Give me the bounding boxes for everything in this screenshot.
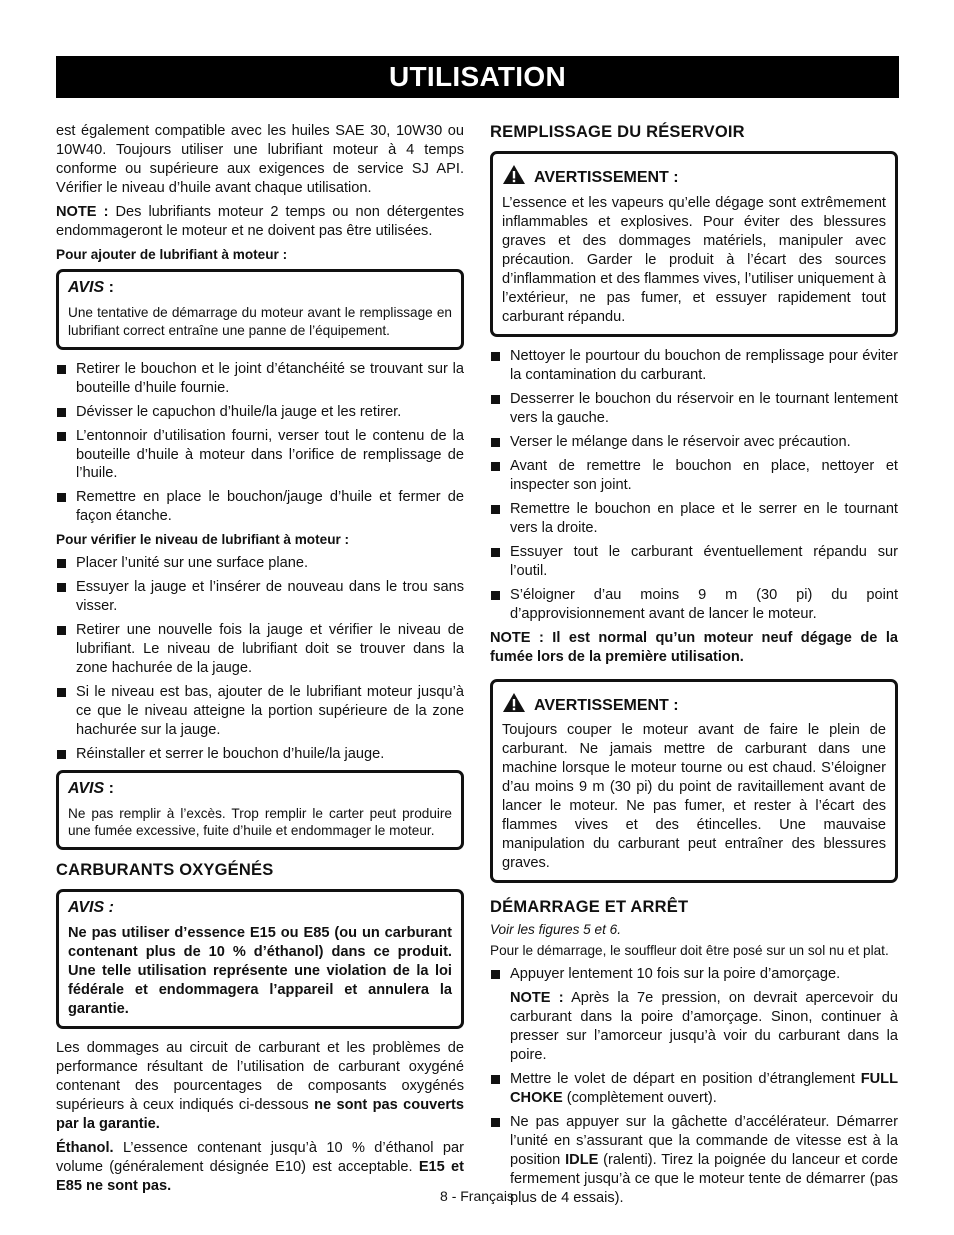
avis-title: AVIS : bbox=[68, 899, 114, 917]
list-item: Remettre en place le bouchon/jauge d’huile et fermer de façon étanche. bbox=[56, 488, 464, 526]
warning-triangle-icon bbox=[502, 164, 526, 185]
add-oil-heading: Pour ajouter de lubrifiant à moteur : bbox=[56, 246, 288, 262]
oil-intro-paragraph: est également compatible avec les huiles SAE 30, 10W30 ou 10W40. Toujours utiliser une lubrifiant moteur à 4 temps conforme ou supérieure aux exigences de service SJ API. Vérifier le niveau d’huile avant chaque utilisation. bbox=[56, 123, 464, 196]
warning-title: AVERTISSEMENT : bbox=[502, 692, 886, 717]
primer-note: NOTE : Après la 7e pression, on devrait apercevoir du carburant dans la poire d’amorçage. Sinon, continuer à presser sur l’amorceur jusqu’à voir du carburant dans la poire. bbox=[510, 989, 898, 1063]
list-item: Desserrer le bouchon du réservoir en le tournant lentement vers la gauche. bbox=[490, 390, 898, 428]
avis-text: Ne pas utiliser d’essence E15 ou E85 (ou un carburant contenant plus de 10 % d’éthanol) dans ce produit. Une telle utilisation représente une violation de la loi fédérale et endommagera l’appareil et annulera la garantie. bbox=[68, 925, 452, 1017]
left-column bbox=[56, 122, 464, 1201]
fuel-damage-paragraph: Les dommages au circuit de carburant et les problèmes de performance résultant de l’utilisation de carburant oxygéné contenant des pourcentages de composants oxygénés supérieurs à ceux indiqués ci-dessous ne sont pas couverts par la garantie. bbox=[56, 1039, 464, 1132]
tank-filling-steps bbox=[490, 347, 898, 624]
list-item: Placer l’unité sur une surface plane. bbox=[56, 554, 464, 573]
warning-title: AVERTISSEMENT : bbox=[502, 164, 886, 189]
figure-reference: Voir les figures 5 et 6. bbox=[490, 921, 621, 937]
avis-text: Une tentative de démarrage du moteur avant le remplissage en lubrifiant correct entraîne une panne de l’équipement. bbox=[68, 305, 452, 338]
ethanol-paragraph: Éthanol. L’essence contenant jusqu’à 10 % d’éthanol par volume (généralement désignée E10) est acceptable. E15 et E85 ne sont pas. bbox=[56, 1139, 465, 1194]
check-oil-steps bbox=[56, 554, 464, 764]
page-footer: 8 - Français bbox=[440, 1188, 514, 1204]
list-item: Si le niveau est bas, ajouter de le lubrifiant moteur jusqu’à ce que le niveau atteigne la portion supérieure de la zone hachurée sur la jauge. bbox=[56, 683, 464, 740]
list-item: Appuyer lentement 10 fois sur la poire d’amorçage. bbox=[490, 965, 898, 984]
list-item: Dévisser le capuchon d’huile/la jauge et les retirer. bbox=[56, 403, 464, 422]
page-title: UTILISATION bbox=[56, 56, 899, 98]
list-item: Mettre le volet de départ en position d’étranglement FULL CHOKE (complètement ouvert). bbox=[490, 1070, 898, 1108]
warning-text: L’essence et les vapeurs qu’elle dégage sont extrêmement inflammables et explosives. Pour éviter des blessures graves et des dommages matériels, manipuler avec précaution. Garder le produit à l’écart des sources d’inflammation et des flammes vives, l’utiliser uniquement à l’extérieur, ne pas fumer, et essuyer rapidement tout carburant répandu. bbox=[502, 195, 886, 326]
oxygenated-fuels-heading: CARBURANTS OXYGÉNÉS bbox=[56, 860, 274, 879]
avis-text: Ne pas remplir à l’excès. Trop remplir le carter peut produire une fumée excessive, fuite d’huile et endommager le moteur. bbox=[68, 805, 452, 839]
list-item: Verser le mélange dans le réservoir avec précaution. bbox=[490, 433, 898, 452]
tank-filling-heading: REMPLISSAGE DU RÉSERVOIR bbox=[490, 123, 745, 141]
list-item: Avant de remettre le bouchon en place, nettoyer et inspecter son joint. bbox=[490, 457, 898, 495]
note-text: Des lubrifiants moteur 2 temps ou non détergentes endommageront le moteur et ne doivent pas être utilisées. bbox=[56, 203, 464, 239]
list-item: S’éloigner d’au moins 9 m (30 pi) du point d’approvisionnement avant de lancer le moteur. bbox=[490, 586, 898, 624]
right-column bbox=[490, 122, 898, 1213]
new-engine-note: NOTE : Il est normal qu’un moteur neuf dégage de la fumée lors de la première utilisation. bbox=[490, 629, 898, 665]
list-item: Essuyer tout le carburant éventuellement répandu sur l’outil. bbox=[490, 543, 898, 581]
check-oil-heading: Pour vérifier le niveau de lubrifiant à moteur : bbox=[56, 532, 350, 548]
avis-title: AVIS : bbox=[68, 279, 114, 297]
list-item: Remettre le bouchon en place et le serrer en le tournant vers la droite. bbox=[490, 500, 898, 538]
warning-text: Toujours couper le moteur avant de faire le plein de carburant. Ne jamais mettre de carburant dans une machine lorsque le moteur tourne ou est chaud. S’éloigner d’au moins 9 m (30 pi) du point de ravitaillement avant de lancer le moteur. Ne pas fumer, et rester à l’écart des flammes vives et des étincelles. Une mauvaise manipulation du carburant peut entraîner des blessures graves. bbox=[502, 722, 886, 872]
warning-box-2 bbox=[490, 679, 898, 884]
list-item: Essuyer la jauge et l’insérer de nouveau dans le trou sans visser. bbox=[56, 578, 464, 616]
note-paragraph bbox=[56, 203, 464, 241]
avis-box-1 bbox=[56, 269, 464, 349]
warning-box-1 bbox=[490, 151, 898, 337]
avis-title: AVIS : bbox=[68, 779, 114, 797]
list-item: Réinstaller et serrer le bouchon d’huile/la jauge. bbox=[56, 745, 464, 764]
avis-box-3 bbox=[56, 889, 464, 1029]
list-item: Nettoyer le pourtour du bouchon de remplissage pour éviter la contamination du carburant. bbox=[490, 347, 898, 385]
note-label: NOTE : bbox=[56, 203, 109, 220]
start-stop-heading: DÉMARRAGE ET ARRÊT bbox=[490, 898, 689, 917]
start-steps bbox=[490, 965, 898, 984]
list-item: L’entonnoir d’utilisation fourni, verser tout le contenu de la bouteille d’huile à moteur dans l’orifice de remplissage de l’huile. bbox=[56, 427, 464, 484]
avis-box-2 bbox=[56, 770, 464, 850]
list-item: Retirer une nouvelle fois la jauge et vérifier le niveau de lubrifiant. Le niveau de lubrifiant doit se trouver dans la zone hachurée de la jauge. bbox=[56, 621, 464, 678]
add-oil-steps bbox=[56, 360, 464, 527]
list-item: Retirer le bouchon et le joint d’étanchéité se trouvant sur la bouteille d’huile fournie. bbox=[56, 360, 464, 398]
start-intro: Pour le démarrage, le souffleur doit être posé sur un sol nu et plat. bbox=[490, 943, 889, 959]
warning-triangle-icon bbox=[502, 692, 526, 713]
list-item: Ne pas appuyer sur la gâchette d’accélérateur. Démarrer l’unité en s’assurant que la commande de vitesse est à la position IDLE (ralenti). Tirez la poignée du lanceur et corde fermement jusqu’à ce que le moteur tente de démarrer (pas plus de 4 essais). bbox=[490, 1113, 898, 1208]
